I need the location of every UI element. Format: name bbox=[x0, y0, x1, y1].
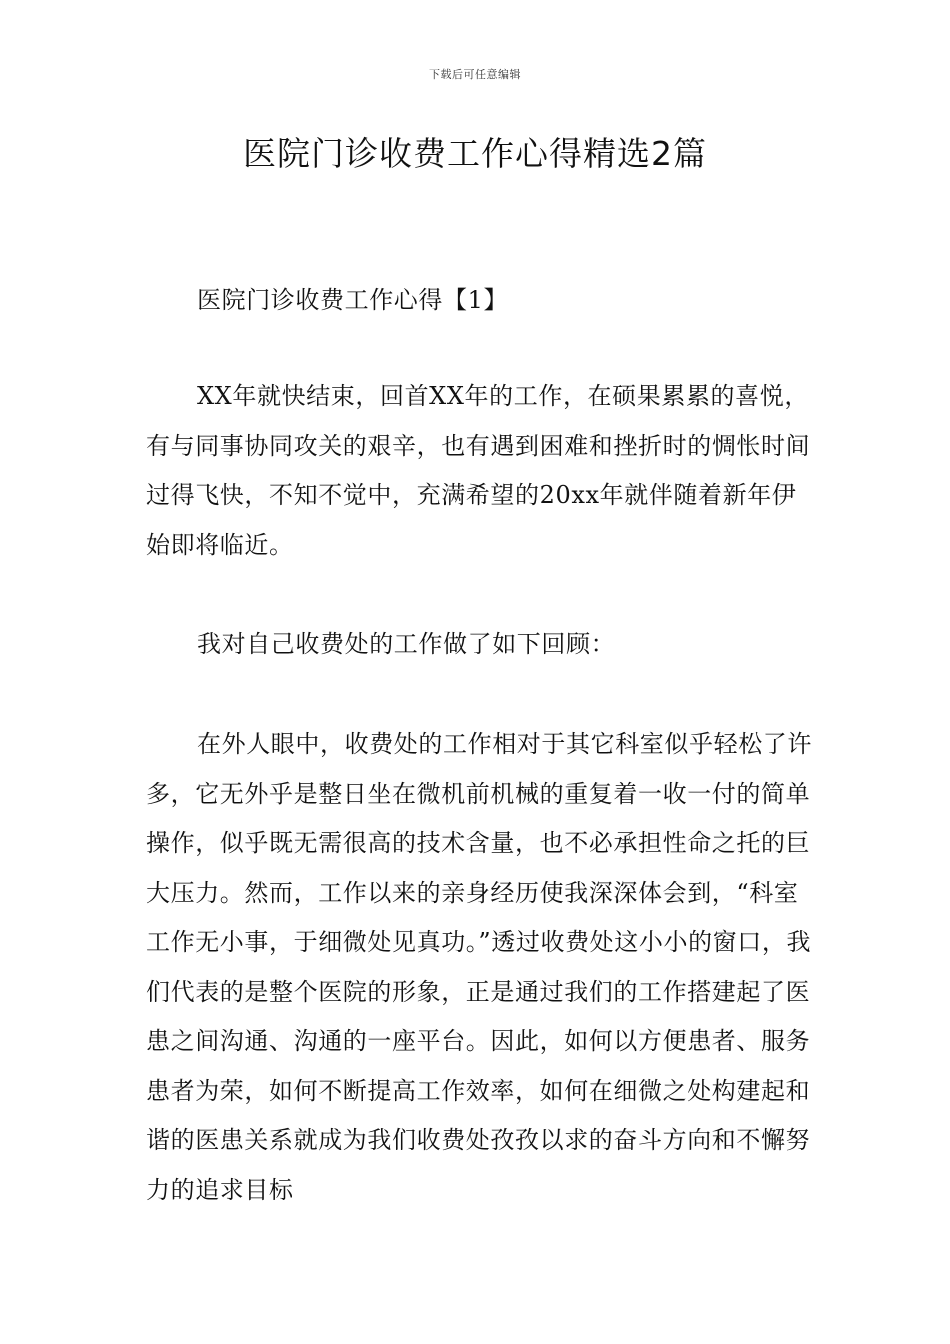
header-note: 下载后可任意编辑 bbox=[429, 68, 521, 81]
paragraph-2: 我对自己收费处的工作做了如下回顾： bbox=[197, 630, 616, 658]
paragraph-1: XX年就快结束，回首XX年的工作，在硕果累累的喜悦，有与同事协同攻关的艰辛，也有遇到困难和挫折时的惆怅时间过得飞快，不知不觉中，充满希望的20xx年就伴随着新年伊始即将临近。 bbox=[146, 382, 811, 559]
section-heading: 医院门诊收费工作心得【1】 bbox=[197, 286, 509, 314]
document-title: 医院门诊收费工作心得精选2篇 bbox=[243, 134, 707, 173]
paragraph-3: 在外人眼中，收费处的工作相对于其它科室似乎轻松了许多，它无外乎是整日坐在微机前机械的重复着一收一付的简单操作，似乎既无需很高的技术含量，也不必承担性命之托的巨大压力。然而，工作以来的亲身经历使我深深体会到，“科室工作无小事，于细微处见真功。”透过收费处这小小的窗口，我们代表的是整个医院的形象，正是通过我们的工作搭建起了医患之间沟通、沟通的一座平台。因此，如何以方便患者、服务患者为荣，如何不断提高工作效率，如何在细微之处构建起和谐的医患关系就成为我们收费处孜孜以求的奋斗方向和不懈努力的追求目标 bbox=[146, 730, 812, 1204]
